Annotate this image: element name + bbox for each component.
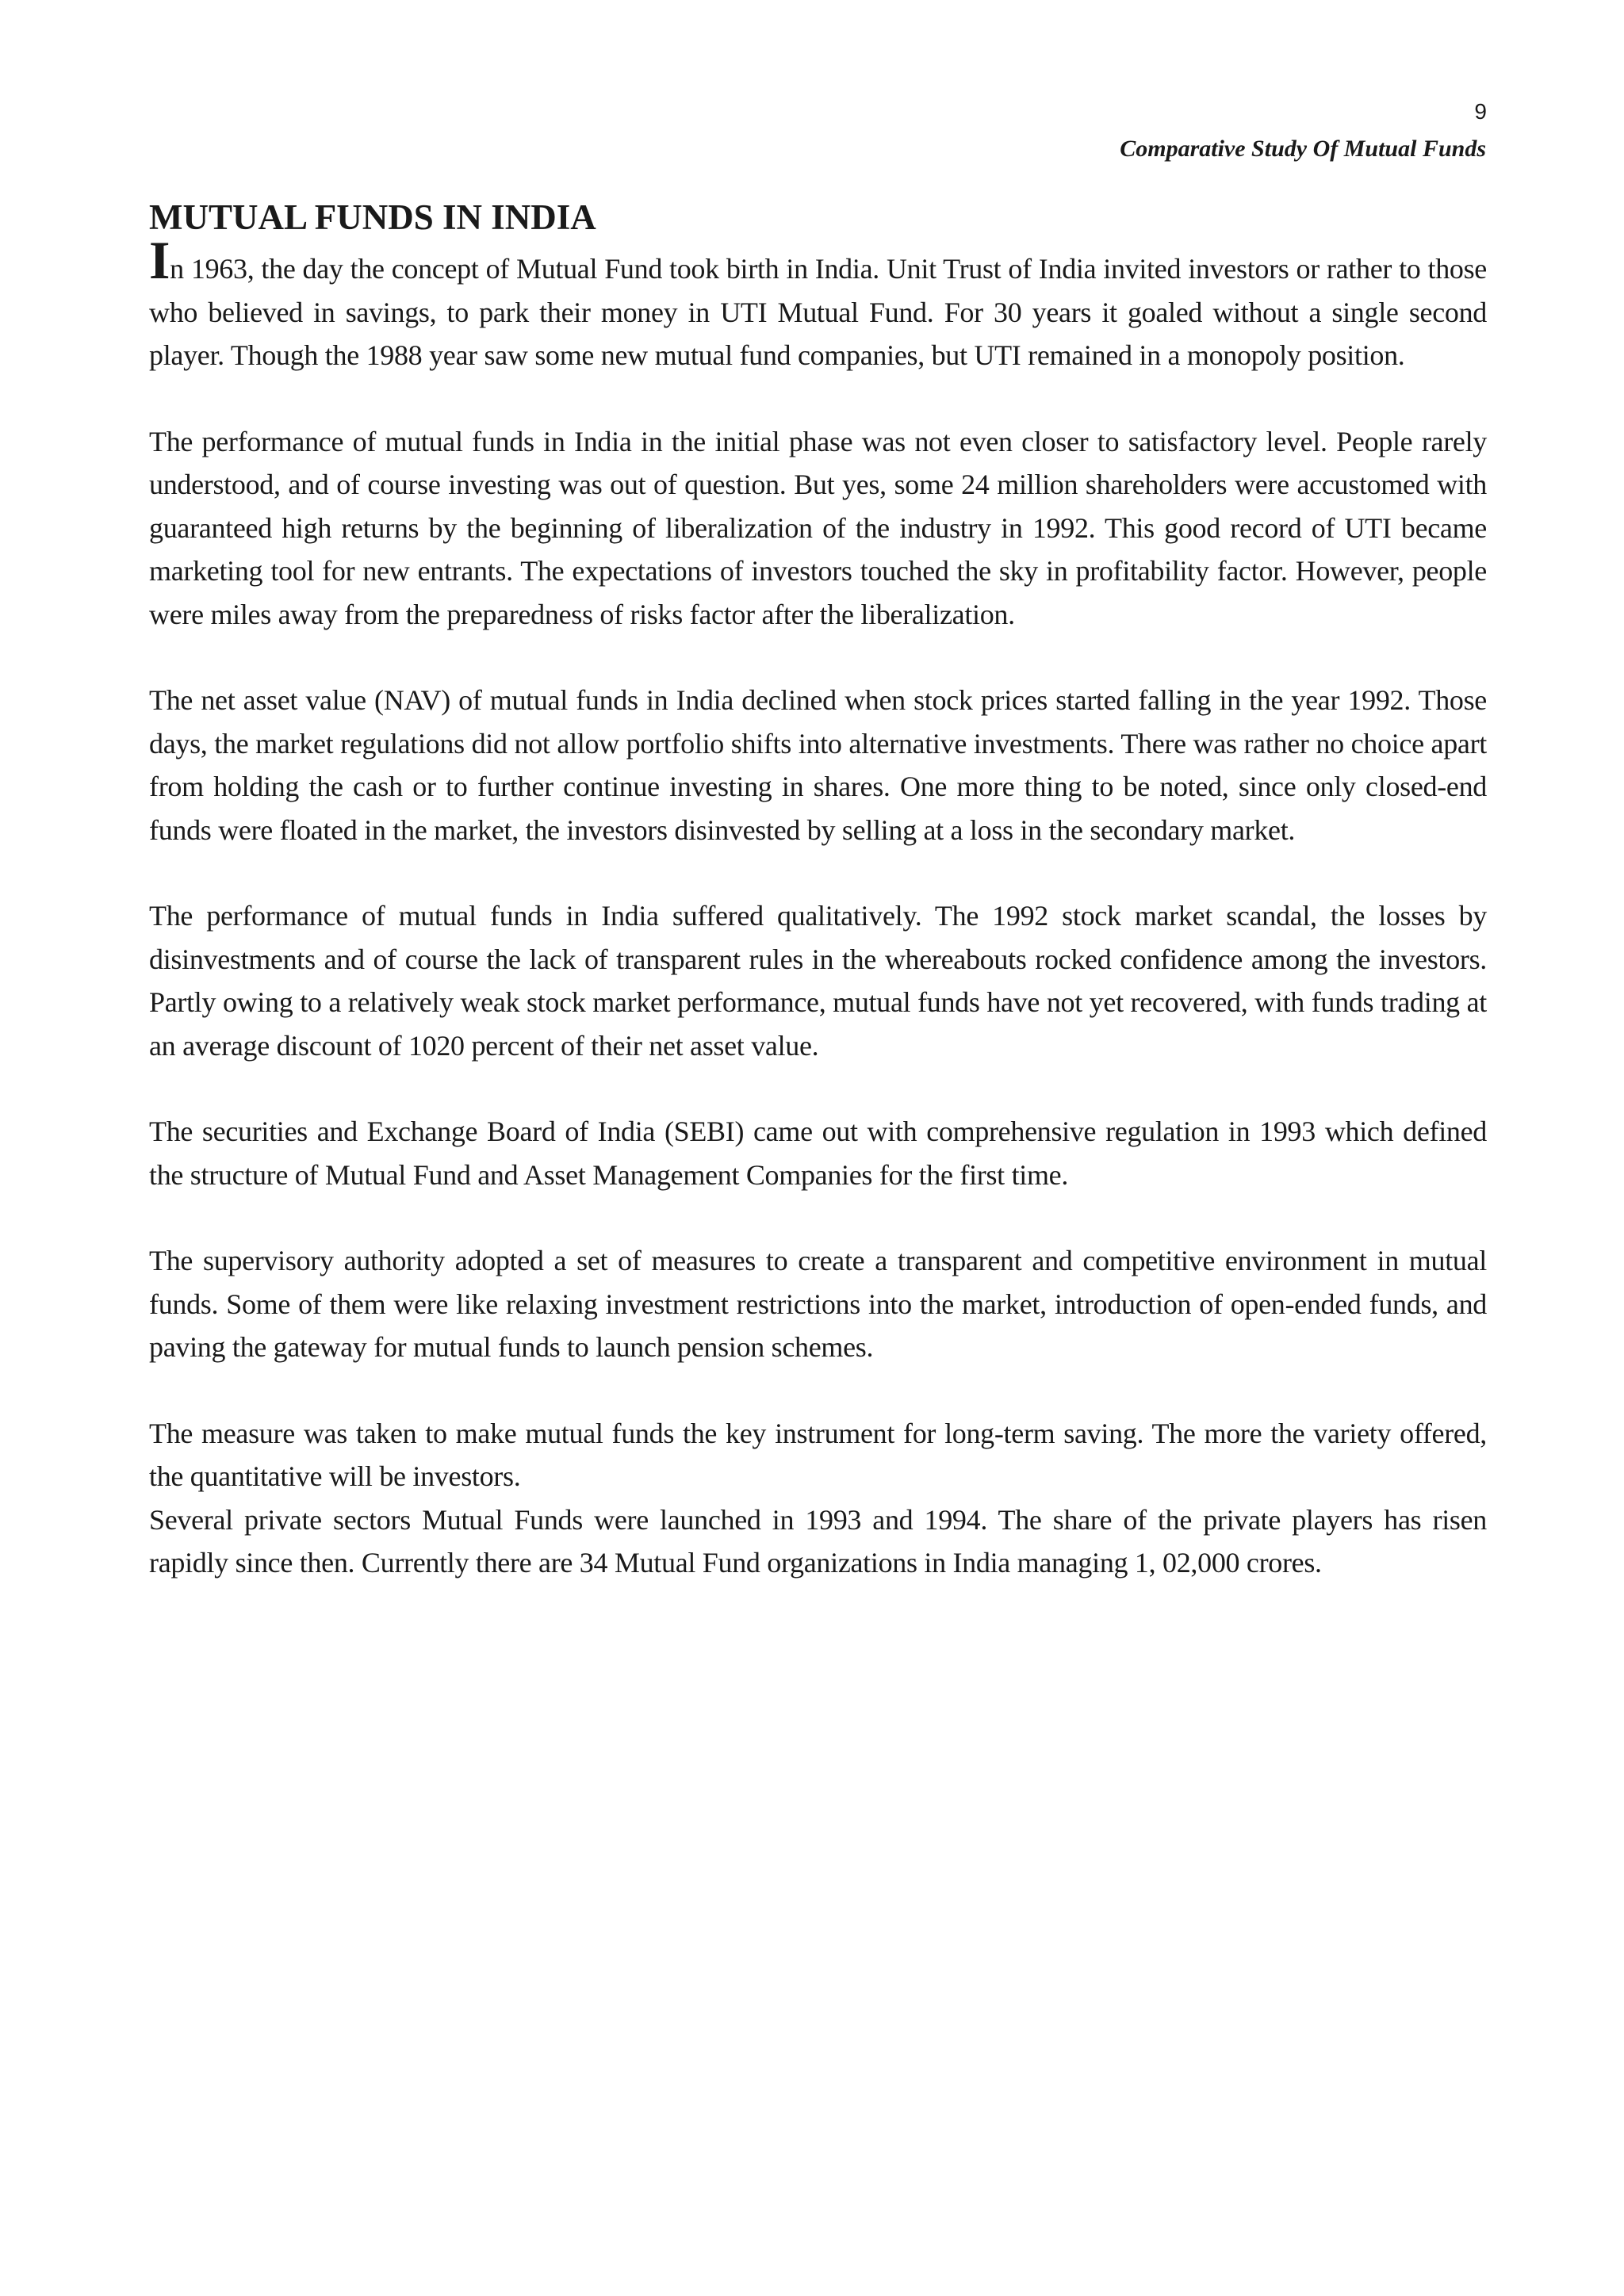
section-heading: MUTUAL FUNDS IN INDIA [149, 197, 596, 237]
paragraph-intro-text: n 1963, the day the concept of Mutual Fund took birth in India. Unit Trust of India invited investors or rather to those who believed in savings, to park their money in UTI Mutual Fund. For 30 years it goaled without a single second player. Though the 1988 year saw some new mutual fund companies, but UTI remained in a monopoly position. [149, 253, 1487, 371]
paragraph-private-sector: Several private sectors Mutual Funds were launched in 1993 and 1994. The share of the private players has risen rapidly since then. Currently there are 34 Mutual Fund organizations in India managing 1, 02,000 crores. [149, 1503, 1487, 1578]
paragraph-sebi: The securities and Exchange Board of India (SEBI) came out with comprehensive regulation in 1993 which defined the structure of Mutual Fund and Asset Management Companies for the first time. [149, 1115, 1487, 1191]
paragraph-intro [149, 230, 1487, 377]
page-number: 9 [1474, 99, 1487, 124]
drop-initial: I [149, 230, 170, 290]
paragraph-performance: The performance of mutual funds in India in the initial phase was not even closer to satisfactory level. People rarely understood, and of course investing was out of question. But yes, some 24 million shareholders were accustomed with guaranteed high returns by the beginning of liberalization of the industry in 1992. This good record of UTI became marketing tool for new entrants. The expectations of investors touched the sky in profitability factor. However, people were miles away from the preparedness of risks factor after the liberalization. [149, 425, 1487, 630]
article-body [149, 190, 1487, 1585]
paragraph-measure: The measure was taken to make mutual funds the key instrument for long-term saving. The more the variety offered, the quantitative will be investors. [149, 1417, 1487, 1492]
running-header: Comparative Study Of Mutual Funds [1120, 136, 1486, 162]
paragraph-nav-decline: The net asset value (NAV) of mutual funds in India declined when stock prices started falling in the year 1992. Those days, the market regulations did not allow portfolio shifts into alternative investments. There was rather no choice apart from holding the cash or to further continue investing in shares. One more thing to be noted, since only closed-end funds were floated in the market, the investors disinvested by selling at a loss in the secondary market. [149, 684, 1487, 846]
paragraph-qualitative: The performance of mutual funds in India suffered qualitatively. The 1992 stock market scandal, the losses by disinvestments and of course the lack of transparent rules in the whereabouts rocked confidence among the investors. Partly owing to a relatively weak stock market performance, mutual funds have not yet recovered, with funds trading at an average discount of 1020 percent of their net asset value. [149, 900, 1487, 1062]
paragraph-supervisory: The supervisory authority adopted a set of measures to create a transparent and competitive environment in mutual funds. Some of them were like relaxing investment restrictions into the market, introduction of open-ended funds, and paving the gateway for mutual funds to launch pension schemes. [149, 1245, 1487, 1363]
